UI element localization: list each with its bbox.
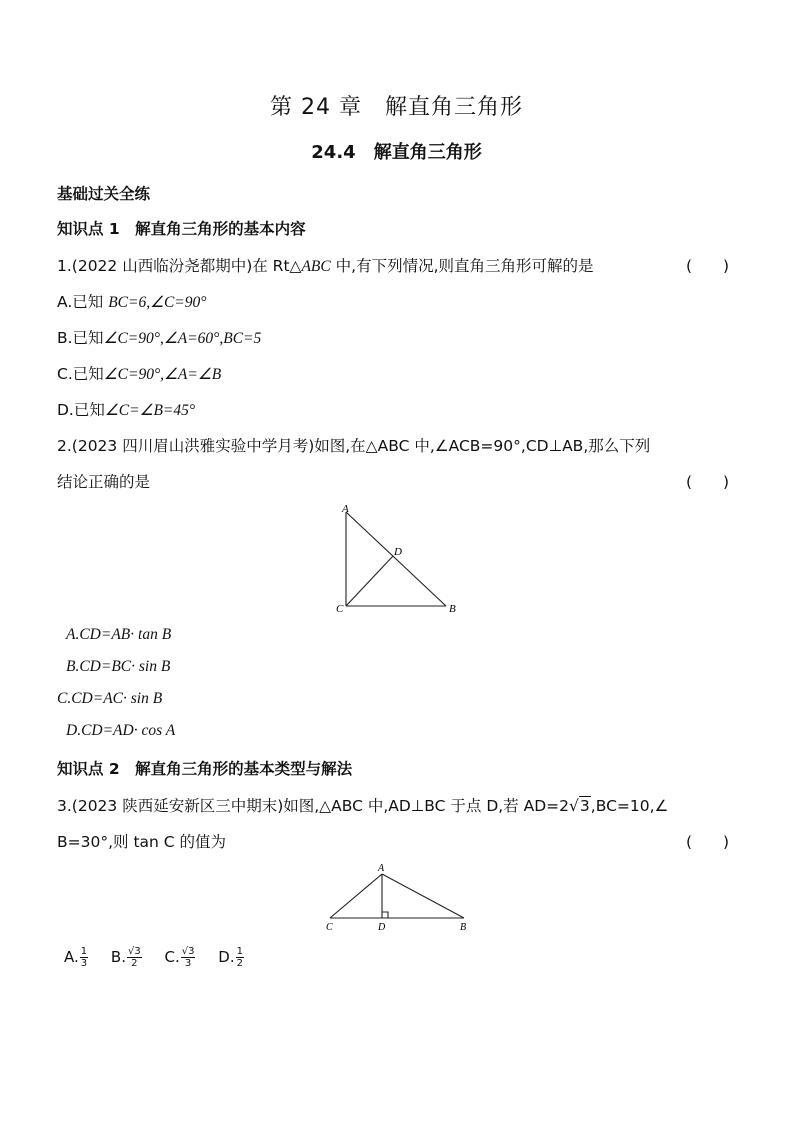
q1-stem: 1.(2022 山西临汾尧都期中)在 Rt△ABC 中,有下列情况,则直角三角形可解的是 [57, 257, 594, 275]
q3-option-a: A. $\frac{1}{3}$ [64, 946, 88, 969]
q1-option-a: A.已知 BC=6,∠C=90° [57, 293, 207, 311]
knowledge-point-2: 知识点 2 解直角三角形的基本类型与解法 [57, 760, 353, 778]
q2-answer-paren: ( ) [686, 473, 730, 491]
q2-segment-cd [346, 556, 393, 606]
q3-option-b: B. $\frac{√3}{2}$ [110, 946, 141, 969]
chapter-title: 第 24 章 解直角三角形 [270, 95, 523, 120]
q3-label-b: B [460, 922, 467, 933]
group-heading: 基础过关全练 [57, 185, 151, 203]
q3-figure [318, 858, 478, 938]
q2-side-ab [346, 512, 446, 606]
q2-label-c: C [336, 603, 344, 615]
q1-option-b: B.已知∠C=90°,∠A=60°,BC=5 [57, 329, 262, 347]
q3-right-angle-mark [382, 912, 388, 918]
q1-option-d: D.已知∠C=∠B=45° [57, 401, 196, 419]
q3-label-c: C [326, 922, 333, 933]
q3-label-a: A [378, 863, 385, 874]
q3-options [64, 946, 244, 969]
q3-option-d: D. $\frac{1}{2}$ [218, 946, 243, 969]
q2-label-d: D [394, 546, 402, 558]
q3-side-ca [330, 874, 382, 918]
q2-stem-line1: 2.(2023 四川眉山洪雅实验中学月考)如图,在△ABC 中,∠ACB=90°,CD⊥AB,那么下列 [57, 437, 651, 455]
q2-label-a: A [342, 503, 349, 515]
section-title: 24.4 解直角三角形 [311, 142, 482, 163]
q3-sqrt: √3 [569, 797, 590, 815]
q2-option-b: B.CD=BC· sin B [66, 658, 171, 675]
q1-option-c: C.已知∠C=90°,∠A=∠B [57, 365, 222, 383]
q2-option-c: C.CD=AC· sin B [57, 690, 163, 707]
q3-label-d: D [378, 922, 386, 933]
q2-figure [330, 498, 470, 618]
knowledge-point-1: 知识点 1 解直角三角形的基本内容 [57, 220, 306, 238]
q3-side-ab [382, 874, 464, 918]
q2-label-b: B [449, 603, 456, 615]
q3-stem-line2: B=30°,则 tan C 的值为 [57, 833, 227, 851]
q3-option-c: C. $\frac{√3}{3}$ [164, 946, 195, 969]
q2-option-d: D.CD=AD· cos A [66, 722, 176, 739]
q3-stem-line1: 3.(2023 陕西延安新区三中期末)如图,△ABC 中,AD⊥BC 于点 D,若 AD=2√3,BC=10,∠ [57, 797, 669, 815]
q3-answer-paren: ( ) [686, 833, 730, 851]
q2-option-a: A.CD=AB· tan B [66, 626, 172, 643]
q2-stem-line2: 结论正确的是 [57, 473, 151, 491]
q1-answer-paren: ( ) [686, 257, 730, 275]
